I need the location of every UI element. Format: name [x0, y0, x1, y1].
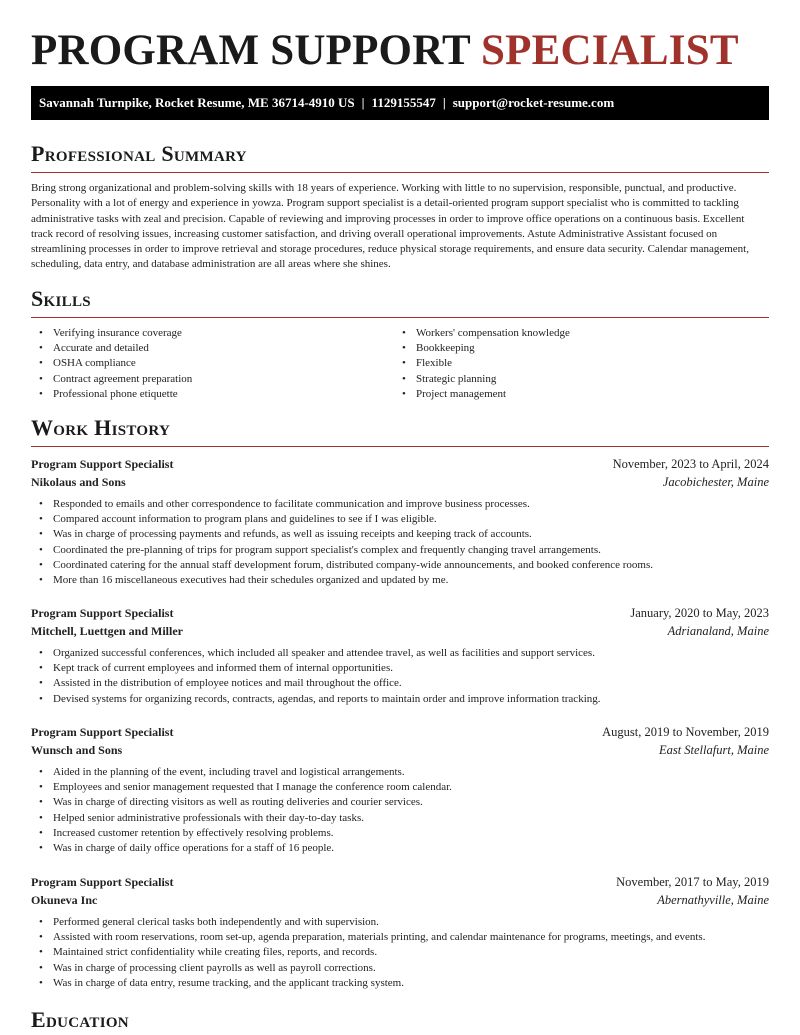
summary-text: Bring strong organizational and problem-solving skills with 18 years of experience. Working with little to no supervision, responsible, punctual, and productive. Personality with a lot of energy and experience in yowza. Program support specialist is a detail-oriented program support specialist who is committed to tackling administrative tasks with zeal and precision. Capable of reviewing and improving processes in order to improve office operations on a continuous basis. Excellent track record of resolving issues, increasing customer satisfaction, and driving overall operational improvements. Astute Administrative Assistant focused on streamlining processes in order to improve retrieval and storage procedures, reduce physical storage requirements, and ensure data security. Calendar management, scheduling, data entry, and database administration are all areas where she shines.: [31, 182, 749, 271]
skills-list-left: [31, 326, 192, 402]
job-duties: [31, 915, 769, 991]
skill-item: • Project management: [394, 387, 570, 402]
job-duty: • Compared account information to program plans and guidelines to see if I was eligible.: [31, 512, 769, 527]
job-duty: • Aided in the planning of the event, including travel and logistical arrangements.: [31, 765, 769, 780]
job-entry: [31, 873, 769, 991]
job-dates: November, 2017 to May, 2019: [616, 875, 769, 889]
contact-phone: 1129155547: [371, 95, 436, 110]
job-title: Program Support Specialist: [31, 606, 174, 620]
job-duty: • Was in charge of daily office operations for a staff of 16 people.: [31, 841, 769, 856]
job-location: Abernathyville, Maine: [657, 893, 769, 907]
job-duty: • More than 16 miscellaneous executives had their schedules organized and updated by me.: [31, 573, 769, 588]
skills-heading: Skills: [31, 286, 91, 311]
job-duty: • Increased customer retention by effectively resolving problems.: [31, 826, 769, 841]
skill-item: • Contract agreement preparation: [31, 372, 192, 387]
work-history-heading: Work History: [31, 415, 171, 440]
job-duty: • Helped senior administrative professionals with their day-to-day tasks.: [31, 811, 769, 826]
job-duty: • Assisted with room reservations, room set-up, agenda preparation, materials printing, and calendar maintenance for programs, meetings, and events.: [31, 930, 769, 945]
summary-divider: [31, 172, 769, 173]
job-location: Jacobichester, Maine: [662, 475, 769, 489]
skills-divider: [31, 317, 769, 318]
job-duty: • Organized successful conferences, which included all speaker and attendee travel, as well as facilities and support services.: [31, 646, 769, 661]
job-dates: August, 2019 to November, 2019: [602, 725, 769, 739]
job-location: East Stellafurt, Maine: [658, 743, 769, 757]
contact-email[interactable]: support@rocket-resume.com: [452, 95, 615, 110]
job-duty: • Performed general clerical tasks both independently and with supervision.: [31, 915, 769, 930]
job-company: Wunsch and Sons: [31, 743, 123, 757]
job-dates: November, 2023 to April, 2024: [612, 457, 769, 471]
contact-address: Savannah Turnpike, Rocket Resume, ME 36714-4910 US: [39, 95, 355, 110]
job-duty: • Maintained strict confidentiality while creating files, reports, and records.: [31, 945, 769, 960]
contact-separator: |: [442, 95, 446, 110]
contact-bar: [31, 86, 769, 120]
job-duty: • Assisted in the distribution of employee notices and mail throughout the office.: [31, 676, 769, 691]
contact-separator: |: [361, 95, 365, 110]
job-title: Program Support Specialist: [31, 725, 174, 739]
skill-item: • Workers' compensation knowledge: [394, 326, 570, 341]
resume-title: [31, 26, 739, 76]
job-dates: January, 2020 to May, 2023: [630, 606, 769, 620]
job-duty: • Was in charge of processing client payrolls as well as payroll corrections.: [31, 961, 769, 976]
job-location: Adrianaland, Maine: [667, 624, 769, 638]
title-main: PROGRAM SUPPORT: [31, 27, 481, 74]
job-duty: • Coordinated catering for the annual staff development forum, distributed company-wide announcements, and booked conference rooms.: [31, 558, 769, 573]
job-company: Mitchell, Luettgen and Miller: [31, 624, 183, 638]
job-duty: • Was in charge of processing payments and refunds, as well as issuing receipts and keeping track of accounts.: [31, 527, 769, 542]
title-accent: SPECIALIST: [481, 27, 739, 74]
job-duty: • Coordinated the pre-planning of trips for program support specialist's complex and frequently changing travel arrangements.: [31, 543, 769, 558]
job-duty: • Employees and senior management requested that I manage the conference room calendar.: [31, 780, 769, 795]
skill-item: • Professional phone etiquette: [31, 387, 192, 402]
skill-item: • Strategic planning: [394, 372, 570, 387]
job-duties: [31, 765, 769, 856]
job-title: Program Support Specialist: [31, 457, 174, 471]
job-duty: • Was in charge of directing visitors as well as routing deliveries and courier services.: [31, 795, 769, 810]
skills-list-right: [394, 326, 570, 402]
job-duty: • Was in charge of data entry, resume tracking, and the applicant tracking system.: [31, 976, 769, 991]
skill-item: • Bookkeeping: [394, 341, 570, 356]
job-duty: • Kept track of current employees and informed them of internal opportunities.: [31, 661, 769, 676]
job-duties: [31, 646, 769, 707]
work-history-divider: [31, 446, 769, 447]
job-duty: • Responded to emails and other correspondence to facilitate communication and improve business processes.: [31, 497, 769, 512]
job-company: Okuneva Inc: [31, 893, 98, 907]
job-duties: [31, 497, 769, 588]
job-entry: [31, 604, 769, 707]
job-entry: [31, 455, 769, 588]
job-duty: • Devised systems for organizing records, contracts, agendas, and reports to maintain order and improve information tracking.: [31, 692, 769, 707]
job-company: Nikolaus and Sons: [31, 475, 126, 489]
summary-heading: Professional Summary: [31, 141, 247, 166]
education-heading: Education: [31, 1007, 129, 1032]
job-entry: [31, 723, 769, 856]
skill-item: • Accurate and detailed: [31, 341, 192, 356]
job-title: Program Support Specialist: [31, 875, 174, 889]
skill-item: • OSHA compliance: [31, 356, 192, 371]
skill-item: • Verifying insurance coverage: [31, 326, 192, 341]
skill-item: • Flexible: [394, 356, 570, 371]
